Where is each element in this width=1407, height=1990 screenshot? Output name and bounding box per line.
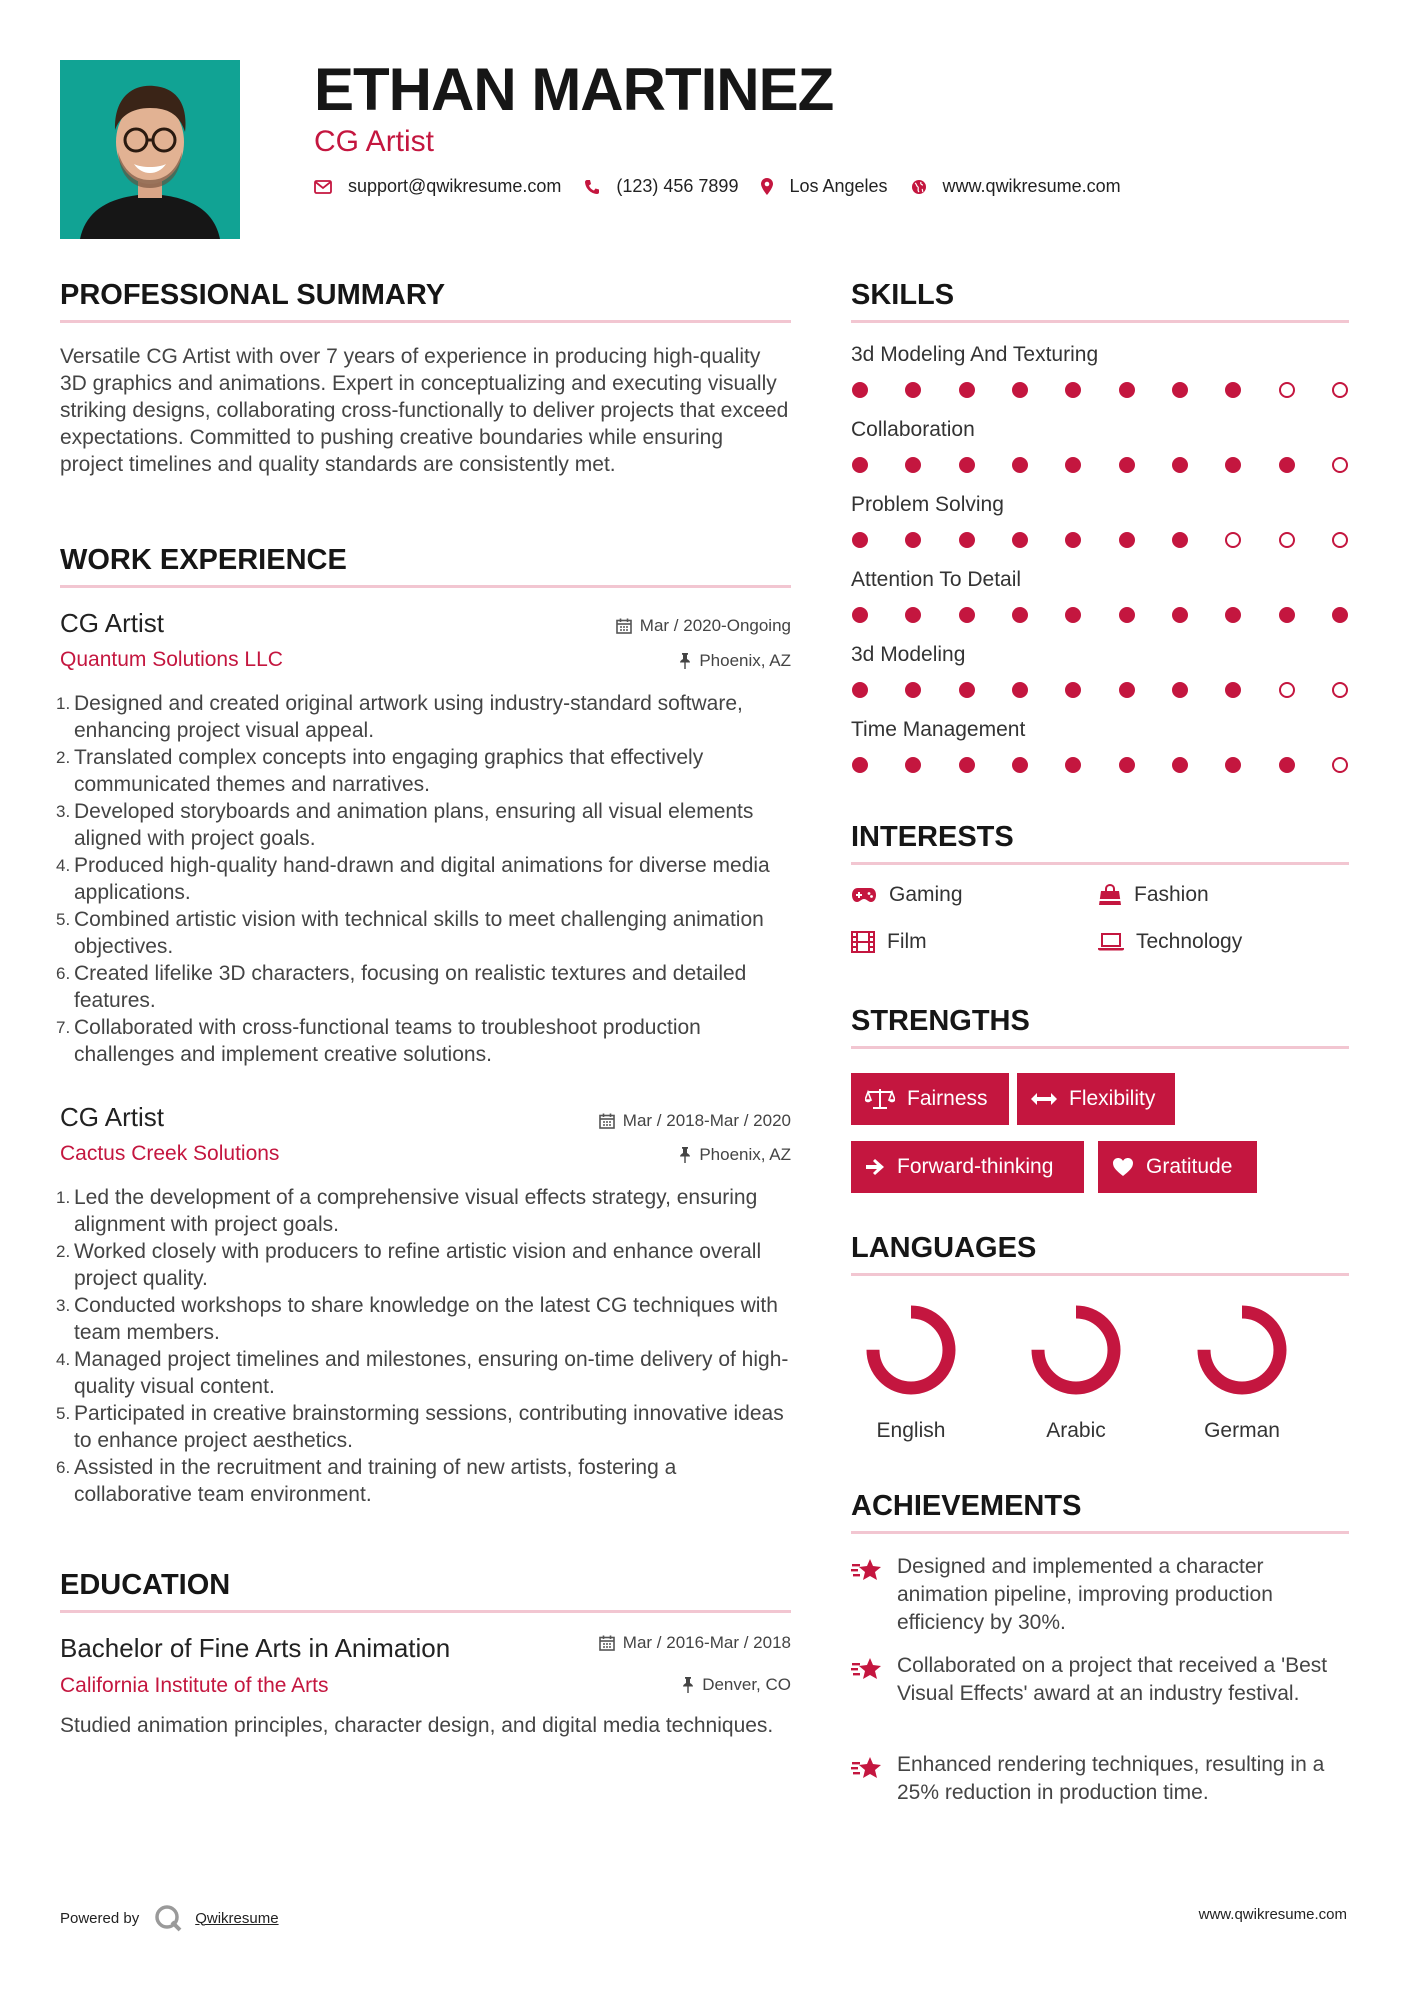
calendar-icon	[599, 1113, 615, 1129]
contact-phone-text: (123) 456 7899	[616, 176, 739, 196]
skill-2-name: Collaboration	[851, 418, 975, 441]
rating-dot-filled	[1279, 457, 1295, 473]
strength-gratitude	[1098, 1141, 1257, 1193]
globe-icon	[911, 179, 927, 195]
summary-text: Versatile CG Artist with over 7 years of experience in producing high-quality 3D graphics and animations. Expert in conceptualizing and executing visually striking designs, collaborating cross-functionally to deliver projects that exceed expectations. Committed to pushing creative boundaries while ensuring project timelines and quality standards are consistently met.	[60, 345, 789, 476]
contact-website[interactable]	[911, 176, 1121, 197]
rating-dot-filled	[1279, 757, 1295, 773]
education-heading: EDUCATION	[60, 1569, 231, 1601]
job-1-role: CG Artist	[60, 608, 165, 638]
education-location-text: Denver, CO	[702, 1675, 791, 1694]
shopping-bag-icon	[1098, 884, 1122, 906]
language-english-ring	[861, 1300, 961, 1400]
rating-dot-filled	[1012, 457, 1028, 473]
job-1-location-text: Phoenix, AZ	[699, 651, 791, 670]
interest-film-label: Film	[887, 930, 927, 953]
rating-dot-filled	[852, 532, 868, 548]
footer-powered-label: Powered by	[60, 1909, 140, 1927]
rating-dot-filled	[905, 682, 921, 698]
rating-dot-filled	[1332, 607, 1348, 623]
interests-heading: INTERESTS	[851, 821, 1014, 853]
calendar-icon	[599, 1635, 615, 1651]
list-item: 6. Assisted in the recruitment and training of new artists, fostering a collaborative team environment.	[56, 1456, 677, 1506]
interest-gaming	[851, 883, 963, 907]
envelope-icon	[314, 180, 332, 194]
contact-phone[interactable]	[584, 176, 738, 197]
list-item: 2. Translated complex concepts into engaging graphics that effectively communicated themes and narratives.	[56, 746, 704, 796]
achievement-2-text: Collaborated on a project that received a 'Best Visual Effects' award at an industry festival.	[897, 1654, 1328, 1705]
contact-location-text: Los Angeles	[789, 176, 888, 196]
skill-3-name: Problem Solving	[851, 493, 1004, 516]
achievement-1-text: Designed and implemented a character animation pipeline, improving production efficiency by 30%.	[897, 1555, 1273, 1634]
laptop-icon	[1098, 933, 1124, 951]
profile-photo-illustration	[60, 60, 240, 239]
rating-dot-filled	[1225, 457, 1241, 473]
contact-bar	[314, 176, 1144, 197]
rating-dot-empty	[1279, 382, 1295, 398]
rating-dot-filled	[1279, 607, 1295, 623]
education-dates-text: Mar / 2016-Mar / 2018	[622, 1633, 791, 1652]
strength-fairness	[851, 1073, 1009, 1125]
rating-dot-filled	[1065, 532, 1081, 548]
achievement-1-icon-wrap	[851, 1553, 897, 1637]
rating-dot-filled	[1065, 607, 1081, 623]
language-english-label: English	[876, 1419, 946, 1442]
job-1-dates	[616, 616, 791, 636]
star-burst-icon	[851, 1755, 883, 1781]
interests-divider	[851, 862, 1349, 865]
strength-gratitude-label: Gratitude	[1146, 1155, 1233, 1178]
interest-film	[851, 930, 927, 954]
rating-dot-filled	[1172, 607, 1188, 623]
skill-1-rating	[852, 382, 1348, 398]
rating-dot-filled	[1172, 532, 1188, 548]
rating-dot-filled	[905, 757, 921, 773]
rating-dot-filled	[1012, 682, 1028, 698]
rating-dot-filled	[1225, 757, 1241, 773]
contact-website-text: www.qwikresume.com	[942, 176, 1121, 196]
education-degree: Bachelor of Fine Arts in Animation	[60, 1633, 451, 1663]
rating-dot-filled	[1065, 382, 1081, 398]
gamepad-icon	[851, 887, 877, 903]
rating-dot-empty	[1332, 457, 1348, 473]
list-item: 6. Created lifelike 3D characters, focusing on realistic textures and detailed features.	[56, 962, 747, 1012]
footer-powered-by	[60, 1903, 279, 1933]
languages-divider	[851, 1273, 1349, 1276]
rating-dot-empty	[1332, 757, 1348, 773]
job-1-location	[679, 651, 791, 671]
skills-divider	[851, 320, 1349, 323]
rating-dot-filled	[959, 757, 975, 773]
rating-dot-filled	[905, 607, 921, 623]
rating-dot-filled	[852, 607, 868, 623]
candidate-title: CG Artist	[314, 125, 435, 158]
strengths-divider	[851, 1046, 1349, 1049]
achievement-2	[851, 1652, 1351, 1708]
skill-2-rating	[852, 457, 1348, 473]
skill-6-rating	[852, 757, 1348, 773]
rating-dot-filled	[1172, 757, 1188, 773]
arrows-horizontal-icon	[1031, 1092, 1057, 1106]
candidate-name: ETHAN MARTINEZ	[314, 56, 834, 123]
rating-dot-filled	[959, 457, 975, 473]
rating-dot-empty	[1332, 682, 1348, 698]
interest-technology	[1098, 930, 1242, 954]
achievement-1	[851, 1553, 1351, 1637]
achievement-3	[851, 1751, 1351, 1807]
rating-dot-filled	[1225, 382, 1241, 398]
skill-6-name: Time Management	[851, 718, 1026, 741]
rating-dot-filled	[959, 532, 975, 548]
rating-dot-filled	[1119, 682, 1135, 698]
experience-heading: WORK EXPERIENCE	[60, 544, 347, 576]
strengths-heading: STRENGTHS	[851, 1005, 1030, 1037]
achievements-divider	[851, 1531, 1349, 1534]
job-2-dates	[599, 1111, 791, 1131]
rating-dot-empty	[1279, 532, 1295, 548]
rating-dot-filled	[852, 682, 868, 698]
rating-dot-filled	[1065, 757, 1081, 773]
job-2-company: Cactus Creek Solutions	[60, 1142, 280, 1165]
rating-dot-filled	[1225, 607, 1241, 623]
education-dates	[599, 1633, 791, 1653]
phone-icon	[584, 179, 600, 195]
pushpin-icon	[682, 1677, 694, 1693]
strength-flexibility	[1017, 1073, 1175, 1125]
list-item: 2. Worked closely with producers to refine artistic vision and enhance overall project quality.	[56, 1240, 762, 1290]
strength-fairness-label: Fairness	[907, 1087, 988, 1110]
language-arabic-ring	[1026, 1300, 1126, 1400]
balance-scale-icon	[865, 1088, 895, 1110]
skill-4-name: Attention To Detail	[851, 568, 1022, 591]
achievement-2-icon-wrap	[851, 1652, 897, 1708]
contact-location	[761, 176, 887, 197]
education-divider	[60, 1610, 791, 1613]
language-german-label: German	[1204, 1419, 1280, 1442]
education-description: Studied animation principles, character design, and digital media techniques.	[60, 1714, 774, 1737]
interest-technology-label: Technology	[1136, 930, 1243, 953]
list-item: 5. Participated in creative brainstorming sessions, contributing innovative ideas to enhance project aesthetics.	[56, 1402, 784, 1452]
list-item: 5. Combined artistic vision with technical skills to meet challenging animation objectives.	[56, 908, 764, 958]
language-english	[851, 1300, 971, 1443]
footer-brand-link[interactable]: Qwikresume	[195, 1909, 279, 1927]
contact-email[interactable]	[314, 176, 561, 197]
star-burst-icon	[851, 1656, 883, 1682]
rating-dot-filled	[959, 682, 975, 698]
contact-email-text: support@qwikresume.com	[348, 176, 562, 196]
rating-dot-filled	[905, 382, 921, 398]
strength-forward-thinking	[851, 1141, 1084, 1193]
rating-dot-filled	[852, 757, 868, 773]
rating-dot-empty	[1332, 382, 1348, 398]
rating-dot-filled	[959, 382, 975, 398]
skill-5-name: 3d Modeling	[851, 643, 966, 666]
rating-dot-empty	[1225, 532, 1241, 548]
profile-photo	[60, 60, 240, 239]
skill-3-rating	[852, 532, 1348, 548]
job-2-bullets	[56, 1184, 796, 1508]
summary-divider	[60, 320, 791, 323]
interest-fashion-label: Fashion	[1134, 883, 1209, 906]
strength-flexibility-label: Flexibility	[1069, 1087, 1156, 1110]
rating-dot-filled	[1119, 532, 1135, 548]
rating-dot-filled	[1172, 682, 1188, 698]
summary-heading: PROFESSIONAL SUMMARY	[60, 279, 446, 311]
rating-dot-filled	[1172, 457, 1188, 473]
rating-dot-filled	[1119, 757, 1135, 773]
rating-dot-filled	[852, 457, 868, 473]
job-2-location	[679, 1145, 791, 1165]
rating-dot-filled	[1012, 382, 1028, 398]
achievement-3-text: Enhanced rendering techniques, resulting in a 25% reduction in production time.	[897, 1753, 1325, 1804]
job-2-dates-text: Mar / 2018-Mar / 2020	[622, 1111, 791, 1130]
rating-dot-filled	[1172, 382, 1188, 398]
rating-dot-filled	[1119, 457, 1135, 473]
experience-divider	[60, 585, 791, 588]
list-item: 1. Led the development of a comprehensive visual effects strategy, ensuring alignment with project goals.	[56, 1186, 758, 1236]
strength-forward-thinking-label: Forward-thinking	[897, 1155, 1054, 1178]
qwikresume-logo-icon	[153, 1903, 183, 1933]
job-1-dates-text: Mar / 2020-Ongoing	[639, 616, 791, 635]
education-school: California Institute of the Arts	[60, 1674, 329, 1697]
rating-dot-filled	[959, 607, 975, 623]
rating-dot-filled	[1225, 682, 1241, 698]
heart-icon	[1112, 1157, 1134, 1177]
rating-dot-filled	[1012, 607, 1028, 623]
job-1-bullets	[56, 690, 796, 1068]
skill-5-rating	[852, 682, 1348, 698]
star-burst-icon	[851, 1557, 883, 1583]
language-arabic	[1016, 1300, 1136, 1443]
pushpin-icon	[679, 653, 691, 669]
footer-site-link[interactable]: www.qwikresume.com	[1198, 1906, 1347, 1923]
rating-dot-filled	[1065, 682, 1081, 698]
calendar-icon	[616, 618, 632, 634]
list-item: 4. Produced high-quality hand-drawn and digital animations for diverse media applications.	[56, 854, 770, 904]
language-german	[1182, 1300, 1302, 1443]
pushpin-icon	[679, 1147, 691, 1163]
job-2-location-text: Phoenix, AZ	[699, 1145, 791, 1164]
languages-heading: LANGUAGES	[851, 1232, 1037, 1264]
film-icon	[851, 931, 875, 953]
rating-dot-filled	[1012, 532, 1028, 548]
rating-dot-filled	[1012, 757, 1028, 773]
education-location	[682, 1675, 791, 1695]
rating-dot-filled	[1119, 382, 1135, 398]
rating-dot-filled	[905, 532, 921, 548]
skill-4-rating	[852, 607, 1348, 623]
arrow-right-icon	[865, 1158, 885, 1176]
rating-dot-filled	[1119, 607, 1135, 623]
list-item: 3. Developed storyboards and animation plans, ensuring all visual elements aligned with project goals.	[56, 800, 754, 850]
list-item: 4. Managed project timelines and milestones, ensuring on-time delivery of high-quality visual content.	[56, 1348, 789, 1398]
skills-heading: SKILLS	[851, 279, 955, 311]
rating-dot-filled	[852, 382, 868, 398]
list-item: 3. Conducted workshops to share knowledge on the latest CG techniques with team members.	[56, 1294, 778, 1344]
achievement-3-icon-wrap	[851, 1751, 897, 1807]
rating-dot-filled	[1065, 457, 1081, 473]
skill-1-name: 3d Modeling And Texturing	[851, 343, 1099, 366]
interest-gaming-label: Gaming	[889, 883, 963, 906]
interest-fashion	[1098, 883, 1209, 907]
map-pin-icon	[761, 178, 773, 195]
language-arabic-label: Arabic	[1046, 1419, 1106, 1442]
list-item: 1. Designed and created original artwork using industry-standard software, enhancing project visual appeal.	[56, 692, 743, 742]
list-item: 7. Collaborated with cross-functional teams to troubleshoot production challenges and implement creative solutions.	[56, 1016, 701, 1066]
rating-dot-filled	[905, 457, 921, 473]
language-german-ring	[1192, 1300, 1292, 1400]
achievements-heading: ACHIEVEMENTS	[851, 1490, 1082, 1522]
rating-dot-empty	[1332, 532, 1348, 548]
job-2-role: CG Artist	[60, 1102, 165, 1132]
rating-dot-empty	[1279, 682, 1295, 698]
job-1-company: Quantum Solutions LLC	[60, 648, 283, 671]
